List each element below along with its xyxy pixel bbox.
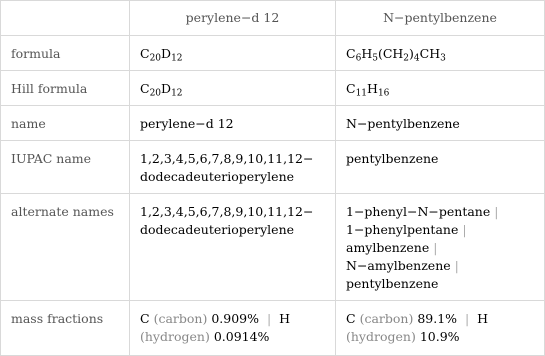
formula-subscript: 20: [149, 53, 162, 64]
mass-value: 0.909%: [211, 311, 259, 326]
formula-part: C: [140, 81, 150, 96]
formula-subscript: 2: [403, 53, 410, 64]
row-label-text: IUPAC name: [11, 151, 92, 166]
element-name: (hydrogen): [346, 329, 416, 344]
alternate-name: 1−phenyl−N−pentane: [346, 204, 491, 219]
separator: |: [266, 311, 272, 326]
header-empty-cell: [1, 1, 130, 36]
formula-subscript: 5: [372, 53, 378, 64]
iupac-line: dodecadeuterioperylene: [140, 169, 295, 184]
mass-fractions-perylene: [130, 301, 336, 356]
row-label-text: mass fractions: [11, 311, 104, 326]
row-alternate-names: [1, 194, 545, 301]
alternate-name-line: [346, 203, 544, 221]
mass-value: 0.0914%: [213, 329, 270, 344]
alternate-name: N−amylbenzene: [346, 258, 451, 273]
name-text: perylene−d 12: [140, 116, 234, 131]
name-pentylbenzene: [336, 106, 545, 141]
mass-value: 89.1%: [417, 311, 458, 326]
row-name: [1, 106, 545, 141]
iupac-name-perylene: [130, 141, 336, 194]
alternate-names-perylene: [130, 194, 336, 301]
element-name: (hydrogen): [140, 329, 210, 344]
separator: |: [464, 311, 470, 326]
hill-formula-perylene: [130, 71, 336, 106]
row-label-alternate-names: [1, 194, 130, 301]
mass-line: [346, 328, 544, 346]
formula-subscript: 12: [171, 53, 183, 64]
alternate-names-pentylbenzene: [336, 194, 545, 301]
row-label-hill-formula: [1, 71, 130, 106]
element-name: (carbon): [359, 311, 414, 326]
iupac-name-pentylbenzene: [336, 141, 545, 194]
formula-subscript: 12: [171, 88, 183, 99]
element-symbol: C: [140, 311, 150, 326]
name-perylene: [130, 106, 336, 141]
alternate-name-line: 1,2,3,4,5,6,7,8,9,10,11,12−: [140, 204, 314, 219]
name-text: N−pentylbenzene: [346, 116, 460, 131]
separator: |: [454, 258, 459, 273]
element-name: (carbon): [153, 311, 208, 326]
formula-subscript: 11: [355, 88, 368, 99]
formula-pentylbenzene: [336, 36, 545, 71]
hill-formula-pentylbenzene: [336, 71, 545, 106]
row-formula: [1, 36, 545, 71]
iupac-text: pentylbenzene: [346, 151, 439, 166]
row-hill-formula: [1, 71, 545, 106]
element-symbol: H: [279, 311, 291, 326]
row-label-text: name: [11, 116, 46, 131]
mass-line: [140, 328, 335, 346]
mass-fractions-pentylbenzene: [336, 301, 545, 356]
row-label-mass-fractions: [1, 301, 130, 356]
alternate-name-line: [346, 239, 544, 257]
row-iupac-name: [1, 141, 545, 194]
formula-subscript: 20: [149, 88, 162, 99]
alternate-name: amylbenzene: [346, 240, 430, 255]
formula-subscript: 6: [355, 53, 362, 64]
iupac-line: 1,2,3,4,5,6,7,8,9,10,11,12−: [140, 151, 314, 166]
row-label-name: [1, 106, 130, 141]
alternate-name: pentylbenzene: [346, 276, 439, 291]
mass-line: [140, 310, 335, 328]
mass-value: 10.9%: [419, 329, 460, 344]
column-header-perylene: perylene−d 12: [130, 1, 336, 36]
formula-part: H: [367, 81, 378, 96]
alternate-name-line: [346, 275, 544, 293]
column-header-pentylbenzene: N−pentylbenzene: [336, 1, 545, 36]
header-row: [1, 1, 545, 36]
formula-part: D: [161, 46, 172, 61]
mass-line: [346, 310, 544, 328]
formula-subscript: 16: [377, 88, 390, 99]
formula-part: C: [140, 46, 150, 61]
row-label-text: formula: [11, 46, 61, 61]
row-mass-fractions: [1, 301, 545, 356]
separator: |: [433, 240, 438, 255]
alternate-name-line: [346, 221, 544, 239]
row-label-text: Hill formula: [11, 81, 88, 96]
row-label-text: alternate names: [11, 204, 114, 219]
formula-perylene: [130, 36, 336, 71]
formula-part: ): [409, 46, 414, 61]
formula-part: CH: [419, 46, 441, 61]
element-symbol: H: [477, 311, 489, 326]
formula-part: D: [161, 81, 172, 96]
element-symbol: C: [346, 311, 356, 326]
formula-part: H: [361, 46, 373, 61]
formula-part: (CH: [377, 46, 404, 61]
row-label-iupac-name: [1, 141, 130, 194]
alternate-name-line: [346, 257, 544, 275]
formula-subscript: 4: [413, 53, 420, 64]
formula-part: C: [346, 46, 356, 61]
alternate-name-line: dodecadeuterioperylene: [140, 222, 295, 237]
alternate-name: 1−phenylpentane: [346, 222, 459, 237]
formula-subscript: 3: [440, 53, 446, 64]
separator: |: [494, 204, 499, 219]
row-label-formula: [1, 36, 130, 71]
separator: |: [462, 222, 467, 237]
formula-part: C: [346, 81, 356, 96]
